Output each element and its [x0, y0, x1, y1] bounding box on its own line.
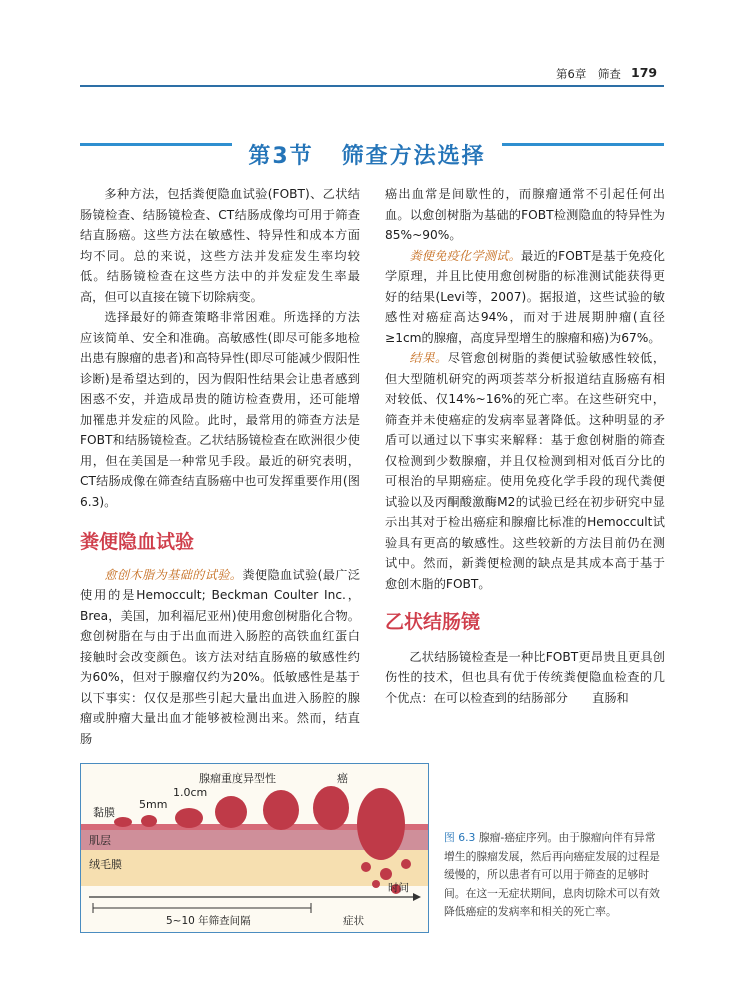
section-title	[232, 140, 502, 174]
caption-text: 腺瘤-癌症序列。由于腺瘤向伴有异常增生的腺瘤发展，然后再向癌症发展的过程是缓慢的，所以患者有可以用于筛查的足够时间。在这一无症状期间，息肉切除术可以有效降低癌症的发病率和相关的死亡率。	[444, 831, 660, 918]
right-paragraph-3-text: 尽管愈创树脂的粪便试验敏感性较低，但大型随机研究的两项荟萃分析报道结直肠癌有相对较低、仅14%~16%的死亡率。在这些研究中，筛查并未使癌症的发病率显著降低。这种明显的矛盾可以通过以下事实来解释：基于愈创树脂的筛查仅检测到少数腺瘤，并且仅检测到相对低百分比的可根治的早期癌症。使用免疫化学手段的现代粪便试验以及丙酮酸激酶M2的试验已经在初步研究中显示出其对于检出癌症和腺瘤比标准的Hemoccult试验具有更高的敏感性。这些较新的方法目前仍在测试中。然而，新粪便检测的缺点是其成本高于基于愈创木脂的FOBT。	[385, 351, 666, 591]
right-paragraph-2-text: 最近的FOBT是基于免疫化学原理，并且比使用愈创树脂的标准测试能获得更好的结果(Levi等，2007)。据报道，这些试验的敏感性对癌症高达94%，而对于进展期肿瘤(直径≥1cm的腺瘤，高度异型增生的腺瘤和癌)为67%。	[385, 248, 665, 345]
label-muscle: 肌层	[89, 834, 111, 847]
section-number: 第3节	[248, 144, 314, 169]
right-paragraph-1: 癌出血常是间歇性的，而腺瘤通常不引起任何出血。以愈创树脂为基础的FOBT检测隐血的特异性为85%~90%。	[385, 187, 665, 242]
left-paragraph-2: 选择最好的筛查策略非常困难。所选择的方法应该简单、安全和准确。高敏感性(即尽可能多地检出患有腺瘤的患者)和高特异性(即尽可能减少假阳性诊断)是希望达到的，因为假阳性结果会让患者感到困惑不安，并造成昂贵的随访检查费用，还可能增加罹患并发症的风险。此时，最常用的筛查方法是FOBT和结肠镜检查。乙状结肠镜检查在欧洲很少使用，但在美国是一种常见手段。最近的研究表明，CT结肠成像在筛查结直肠癌中也可发挥重要作用(图6.3)。	[80, 310, 360, 509]
label-1cm: 1.0cm	[173, 786, 208, 799]
header-rule	[80, 85, 664, 87]
caption-label: 图 6.3	[444, 831, 476, 844]
left-paragraph-3	[80, 565, 360, 750]
figure-illustration	[81, 764, 428, 932]
runin-results: 结果。	[409, 351, 448, 365]
section-heading: 筛查方法选择	[341, 144, 486, 169]
label-symptom: 症状	[343, 915, 364, 927]
right-paragraph-3	[385, 348, 665, 594]
polyp-small	[114, 817, 132, 827]
heading-sigmoidoscopy: 乙状结肠镜	[385, 611, 481, 633]
label-villi: 绒毛膜	[89, 858, 122, 871]
runin-guaiac: 愈创木脂为基础的试验。	[104, 567, 243, 582]
polyp-1cm	[175, 808, 203, 828]
runin-fit: 粪便免疫化学测试。	[409, 248, 521, 263]
label-cancer: 癌	[337, 772, 348, 785]
right-paragraph-2	[385, 246, 665, 349]
label-time: 时间	[388, 882, 409, 894]
cancer-mass	[357, 788, 405, 860]
label-interval: 5~10 年筛查间隔	[166, 915, 251, 927]
label-mucosa: 黏膜	[93, 806, 115, 819]
right-column	[385, 184, 665, 708]
polyp-large	[263, 790, 299, 830]
chapter-header: 第6章 筛查	[556, 67, 621, 81]
heading-fobt: 粪便隐血试验	[80, 531, 195, 553]
page-number: 179	[631, 65, 658, 80]
label-5mm: 5mm	[139, 798, 168, 811]
right-paragraph-4: 乙状结肠镜检查是一种比FOBT更昂贵且更具创伤性的技术，但也具有优于传统粪便隐血检查的几个优点：在可以检查到的结肠部分 直肠和	[385, 649, 665, 705]
polyp-5mm	[141, 815, 157, 827]
left-paragraph-1: 多种方法，包括粪便隐血试验(FOBT)、乙状结肠镜检查、结肠镜检查、CT结肠成像均可用于筛查结直肠癌。这些方法在敏感性、特异性和成本方面均不同。总的来说，这些方法并发症发生率均较低。结肠镜检查在这些方法中的并发症发生率最高，但可以直接在镜下切除病变。	[80, 187, 360, 304]
polyp-cancer-1	[313, 786, 349, 830]
polyp-dysplasia	[215, 796, 247, 828]
figure-adenoma-carcinoma	[80, 763, 429, 933]
left-paragraph-3-text: 粪便隐血试验(最广泛使用的是Hemoccult; Beckman Coulter Inc.，Brea，美国，加利福尼亚州)使用愈创树脂化合物。愈创树脂在与由于出血而进入肠腔的高铁血红蛋白接触时会改变颜色。该方法对结直肠癌的敏感性约为60%，但对于腺瘤仅约为20%。低敏感性是基于以下事实：仅仅是那些引起大量出血进入肠腔的腺瘤或肿瘤大量出血才能够被检测出来。然而，结直肠	[80, 567, 360, 746]
figure-caption	[444, 829, 664, 922]
left-column	[80, 184, 360, 749]
label-dysplasia: 腺瘤重度异型性	[199, 772, 276, 785]
